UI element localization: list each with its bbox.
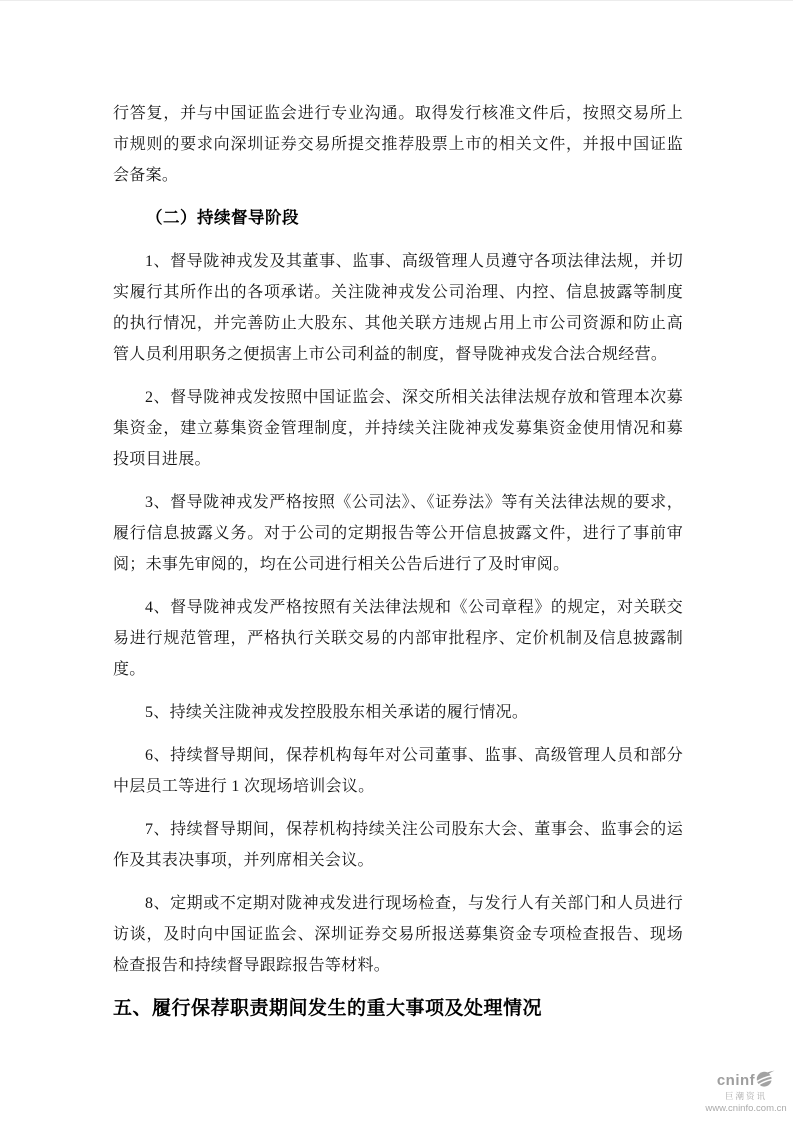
cninfo-brand-text: cninf (716, 1072, 756, 1090)
cninfo-watermark (702, 1072, 790, 1114)
cninfo-brand-chinese: 巨潮资讯 (724, 1091, 767, 1102)
supervision-item-6: 6、持续督导期间，保荐机构每年对公司董事、监事、高级管理人员和部分中层员工等进行 1 次现场培训会议。 (113, 747, 683, 795)
supervision-item-3: 3、督导陇神戎发严格按照《公司法》、《证券法》等有关法律法规的要求，履行信息披露义务。对于公司的定期报告等公开信息披露文件，进行了事前审阅；未事先审阅的，均在公司进行相关公告后进行了及时审阅。 (113, 494, 683, 573)
paragraph-continuation: 行答复，并与中国证监会进行专业沟通。取得发行核准文件后，按照交易所上市规则的要求向深圳证券交易所提交推荐股票上市的相关文件，并报中国证监会备案。 (113, 105, 683, 184)
cninfo-url: www.cninfo.com.cn (705, 1102, 787, 1114)
supervision-item-5: 5、持续关注陇神戎发控股股东相关承诺的履行情况。 (145, 704, 529, 721)
supervision-item-8: 8、定期或不定期对陇神戎发进行现场检查，与发行人有关部门和人员进行访谈，及时向中国证监会、深圳证券交易所报送募集资金专项检查报告、现场检查报告和持续督导跟踪报告等材料。 (113, 895, 683, 974)
supervision-item-2: 2、督导陇神戎发按照中国证监会、深交所相关法律法规存放和管理本次募集资金，建立募集资金管理制度，并持续关注陇神戎发募集资金使用情况和募投项目进展。 (113, 389, 683, 468)
cninfo-swirl-icon (756, 1070, 775, 1092)
supervision-item-1: 1、督导陇神戎发及其董事、监事、高级管理人员遵守各项法律法规，并切实履行其所作出的各项承诺。关注陇神戎发公司治理、内控、信息披露等制度的执行情况，并完善防止大股东、其他关联方违规占用上市公司资源和防止高管人员利用职务之便损害上市公司利益的制度，督导陇神戎发合法合规经营。 (113, 253, 683, 363)
chapter-heading-major-events: 五、履行保荐职责期间发生的重大事项及处理情况 (113, 998, 543, 1019)
supervision-item-4: 4、督导陇神戎发严格按照有关法律法规和《公司章程》的规定，对关联交易进行规范管理，严格执行关联交易的内部审批程序、定价机制及信息披露制度。 (113, 599, 683, 678)
cninfo-brand-line (702, 1072, 790, 1092)
supervision-item-7: 7、持续督导期间，保荐机构持续关注公司股东大会、董事会、监事会的运作及其表决事项，并列席相关会议。 (113, 821, 683, 869)
section-heading-continuous-supervision: （二）持续督导阶段 (146, 209, 299, 227)
